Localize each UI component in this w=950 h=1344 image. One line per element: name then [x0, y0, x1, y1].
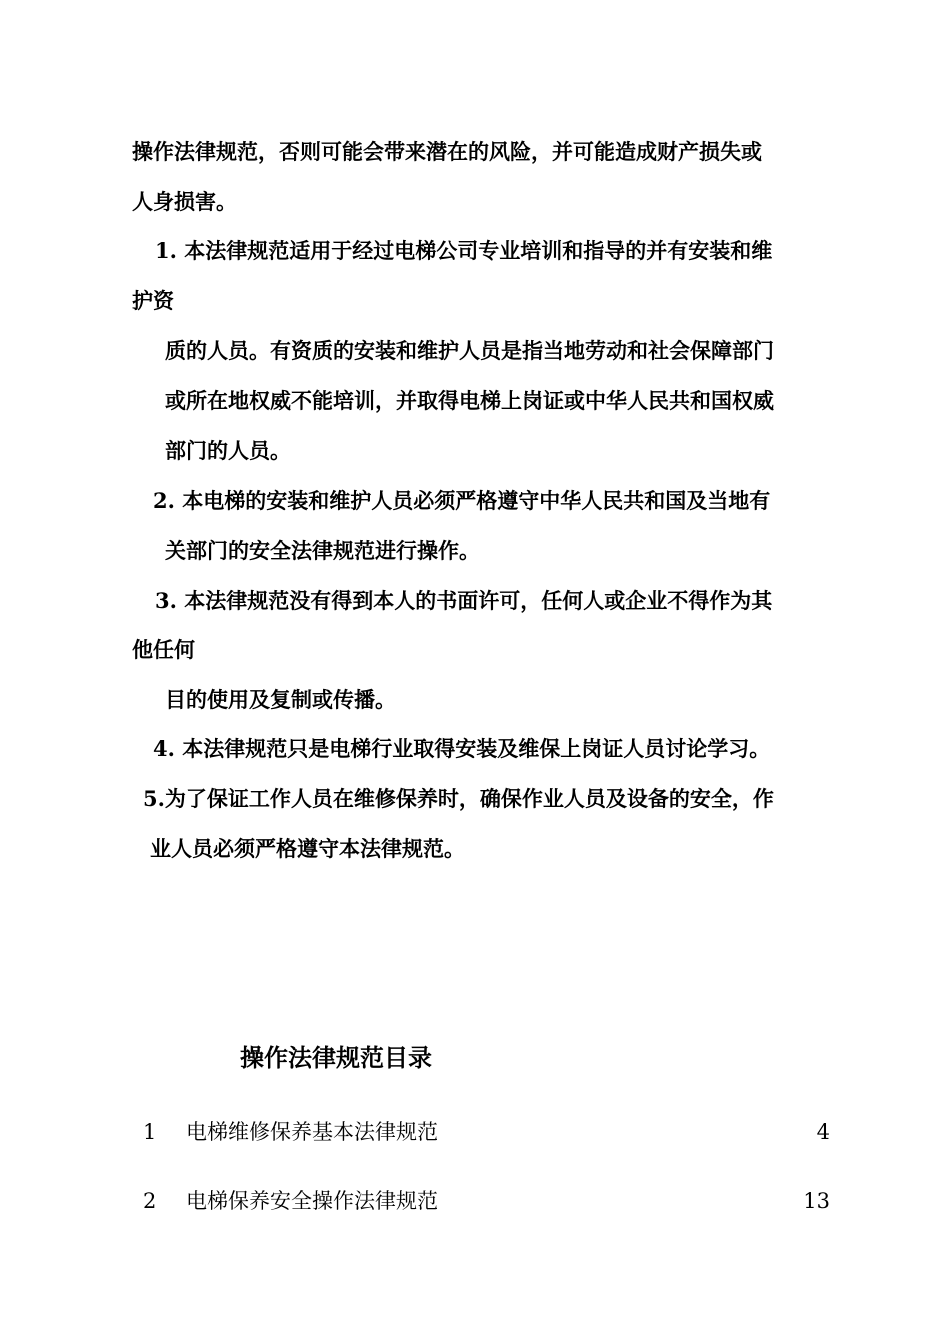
toc-entry-title: 电梯维修保养基本法律规范 — [186, 1120, 438, 1144]
toc-title: 操作法律规范目录 — [240, 1043, 432, 1072]
body-line: 5.为了保证工作人员在维修保养时，确保作业人员及设备的安全，作 — [143, 786, 774, 811]
body-line: 他任何 — [132, 637, 195, 662]
body-line: 4. 本法律规范只是电梯行业取得安装及维保上岗证人员讨论学习。 — [153, 736, 771, 761]
body-line: 2. 本电梯的安装和维护人员必须严格遵守中华人民共和国及当地有 — [153, 488, 771, 513]
toc-entry-page: 13 — [803, 1189, 830, 1213]
body-line: 部门的人员。 — [165, 438, 291, 463]
body-line: 3. 本法律规范没有得到本人的书面许可，任何人或企业不得作为其 — [155, 588, 773, 613]
toc-entry-page: 4 — [816, 1120, 830, 1144]
toc-entry-number: 1 — [143, 1120, 157, 1144]
toc-entry[interactable] — [0, 1185, 950, 1217]
body-line: 目的使用及复制或传播。 — [165, 687, 396, 712]
body-line: 业人员必须严格遵守本法律规范。 — [150, 836, 465, 861]
toc-entry-title: 电梯保养安全操作法律规范 — [186, 1189, 438, 1213]
body-line: 关部门的安全法律规范进行操作。 — [165, 538, 480, 563]
body-line: 1. 本法律规范适用于经过电梯公司专业培训和指导的并有安装和维 — [155, 238, 773, 263]
body-line: 或所在地权威不能培训，并取得电梯上岗证或中华人民共和国权威 — [165, 388, 774, 413]
body-line: 护资 — [132, 288, 174, 313]
toc-entry[interactable] — [0, 1116, 950, 1148]
body-line: 操作法律规范，否则可能会带来潜在的风险，并可能造成财产损失或 — [132, 139, 762, 164]
toc-entry-number: 2 — [143, 1189, 157, 1213]
body-line: 质的人员。有资质的安装和维护人员是指当地劳动和社会保障部门 — [165, 338, 774, 363]
body-line: 人身损害。 — [132, 189, 237, 214]
